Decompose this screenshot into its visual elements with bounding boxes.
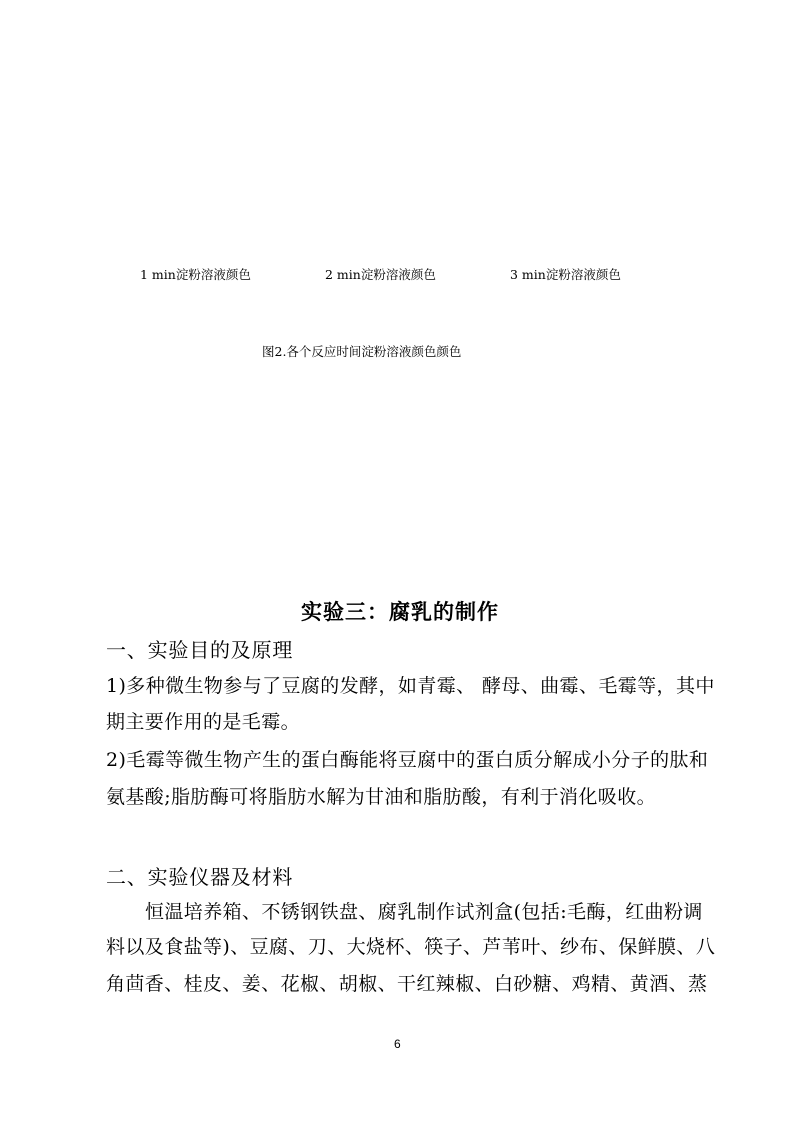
section-1-paragraph-2-line-2: 氨基酸;脂肪酶可将脂肪水解为甘油和脂肪酸，有利于消化吸收。 <box>106 786 657 808</box>
page-number: 6 <box>394 1037 401 1051</box>
section-2-line-1: 恒温培养箱、不锈钢铁盘、腐乳制作试剂盒(包括:毛酶，红曲粉调 <box>145 901 703 923</box>
section-2-heading: 二、实验仪器及材料 <box>106 865 294 889</box>
experiment-title: 实验三：腐乳的制作 <box>301 600 499 624</box>
section-2-line-2: 料以及食盐等)、豆腐、刀、大烧杯、筷子、芦苇叶、纱布、保鲜膜、八 <box>106 936 716 958</box>
figure-label-1min: 1 min淀粉溶液颜色 <box>140 267 251 282</box>
figure-caption: 图2.各个反应时间淀粉溶液颜色颜色 <box>262 344 462 359</box>
figure-label-3min: 3 min淀粉溶液颜色 <box>510 267 621 282</box>
section-2-line-3: 角茴香、桂皮、姜、花椒、胡椒、干红辣椒、白砂糖、鸡精、黄酒、蒸 <box>106 973 708 995</box>
section-1-heading: 一、实验目的及原理 <box>106 638 294 662</box>
section-1-paragraph-2-line-1: 2)毛霉等微生物产生的蛋白酶能将豆腐中的蛋白质分解成小分子的肽和 <box>106 749 709 771</box>
section-1-paragraph-1-line-1: 1)多种微生物参与了豆腐的发酵，如青霉、 酵母、曲霉、毛霉等，其中 <box>106 675 715 697</box>
section-1-paragraph-1-line-2: 期主要作用的是毛霉。 <box>106 711 301 733</box>
figure-label-2min: 2 min淀粉溶液颜色 <box>325 267 436 282</box>
